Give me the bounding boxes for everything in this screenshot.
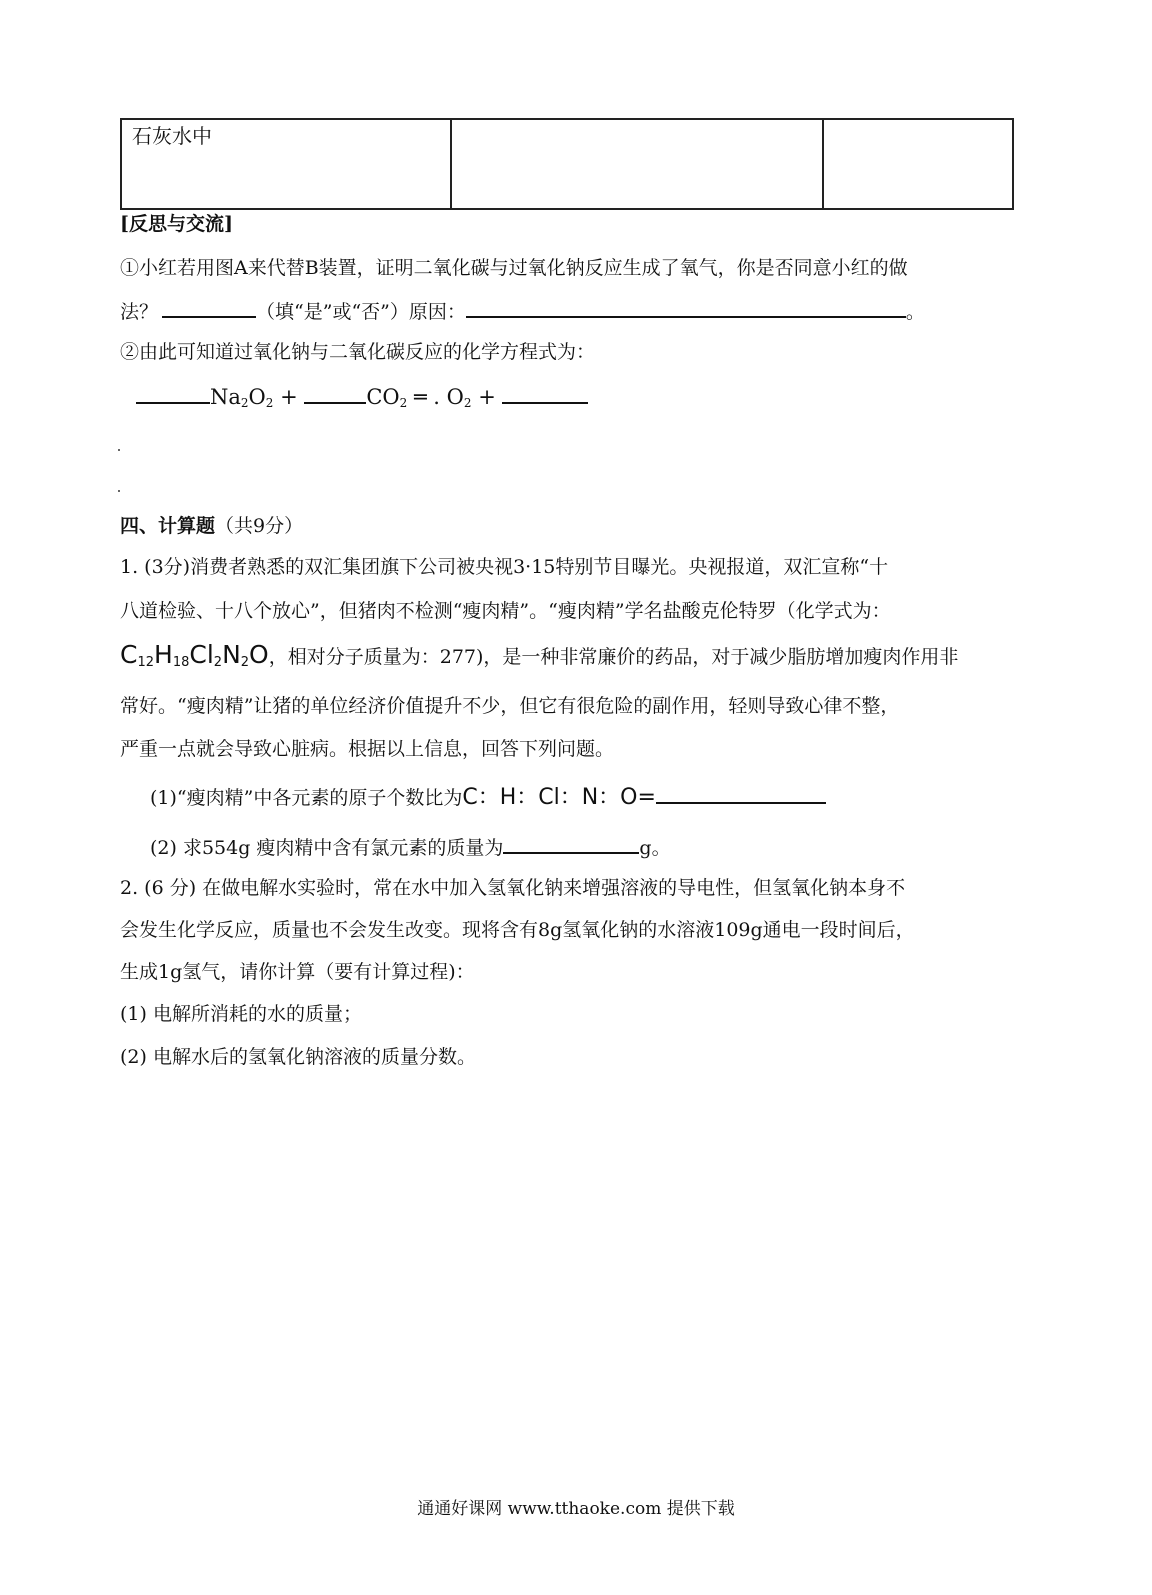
problem-1-line-4: 常好。“瘦肉精”让猪的单位经济价值提升不少，但它有很危险的副作用，轻则导致心律不整， bbox=[120, 695, 900, 717]
sub-1-ratio: C：H：Cl：N：O= bbox=[462, 785, 656, 810]
question-1-hint: （填“是”或“否”）原因： bbox=[256, 301, 466, 323]
question-2-line: ②由此可知道过氧化钠与二氧化碳反应的化学方程式为： bbox=[120, 341, 596, 363]
problem-2-sub-1: (1) 电解所消耗的水的质量； bbox=[120, 1003, 362, 1025]
problem-2-sub-2: (2) 电解水后的氢氧化钠溶液的质量分数。 bbox=[120, 1046, 476, 1068]
table-cell-label: 石灰水中 bbox=[121, 119, 451, 209]
problem-2-line-2: 会发生化学反应，质量也不会发生改变。现将含有8g氢氧化钠的水溶液109g通电一段时间后， bbox=[120, 919, 915, 941]
problem-1-line-1: 1. (3分)消费者熟悉的双汇集团旗下公司被央视3·15特别节目曝光。央视报道，双汇宣称“十 bbox=[120, 556, 889, 578]
question-1-line-1: ①小红若用图A来代替B装置，证明二氧化碳与过氧化钠反应生成了氧气，你是否同意小红的做 bbox=[120, 257, 908, 279]
section-4-points: （共9分） bbox=[215, 515, 304, 537]
result-table bbox=[120, 118, 1014, 210]
answer-blank-ratio[interactable] bbox=[656, 782, 826, 804]
table-row bbox=[121, 119, 1013, 209]
product-blank[interactable] bbox=[502, 380, 588, 404]
coefficient-blank-co2[interactable] bbox=[304, 380, 366, 404]
problem-2-line-3: 生成1g氢气，请你计算（要有计算过程)： bbox=[120, 961, 475, 983]
section-4-heading bbox=[120, 512, 303, 540]
answer-blank-reason[interactable] bbox=[466, 296, 906, 318]
page-footer: 通通好课网 www.tthaoke.com 提供下载 bbox=[417, 1499, 735, 1519]
section-4-title: 四、计算题 bbox=[120, 515, 216, 537]
sub-2-text: (2) 求554g 瘦肉精中含有氯元素的质量为 bbox=[150, 837, 504, 859]
answer-blank-yes-no[interactable] bbox=[162, 296, 256, 318]
equals-sign: ═ . bbox=[407, 385, 447, 409]
coefficient-blank-na2o2[interactable] bbox=[136, 380, 210, 404]
question-1-end: 。 bbox=[905, 301, 925, 323]
stray-mark bbox=[118, 449, 120, 451]
problem-1-sub-2 bbox=[150, 832, 671, 862]
problem-1-line-3 bbox=[120, 641, 958, 677]
stray-mark bbox=[118, 490, 120, 492]
plus-sign: + bbox=[471, 385, 503, 409]
problem-1-line-2: 八道检验、十八个放心”，但猪肉不检测“瘦肉精”。“瘦肉精”学名盐酸克伦特罗（化学式为： bbox=[120, 600, 891, 622]
sub-2-unit: g。 bbox=[639, 837, 671, 859]
problem-1-line-5: 严重一点就会导致心脏病。根据以上信息，回答下列问题。 bbox=[120, 738, 615, 760]
reflection-heading: [反思与交流] bbox=[120, 213, 233, 235]
table-cell-empty bbox=[451, 119, 823, 209]
answer-blank-chlorine-mass[interactable] bbox=[503, 832, 639, 854]
problem-2-line-1: 2. (6 分) 在做电解水实验时，常在水中加入氢氧化钠来增强溶液的导电性，但氢氧化钠本身不 bbox=[120, 877, 906, 899]
na2o2: $Na_2O_2$ bbox=[210, 385, 274, 410]
o2: $O_2$ bbox=[446, 385, 472, 410]
sub-1-text: (1)“瘦肉精”中各元素的原子个数比为 bbox=[150, 787, 463, 809]
table-cell-empty bbox=[823, 119, 1013, 209]
problem-1-sub-1 bbox=[150, 782, 826, 812]
chemical-equation bbox=[136, 380, 588, 418]
plus-sign: + bbox=[273, 385, 305, 409]
question-1-prefix: 法？ bbox=[120, 301, 159, 323]
question-1-line-2 bbox=[120, 296, 925, 326]
problem-1-line-3-text: ，相对分子质量为：277)，是一种非常廉价的药品，对于减少脂肪增加瘦肉作用非 bbox=[268, 646, 959, 668]
co2: $CO_2$ bbox=[366, 385, 408, 410]
clenbuterol-formula: $C_{12}H_{18}Cl_2N_2O$ bbox=[120, 640, 269, 670]
